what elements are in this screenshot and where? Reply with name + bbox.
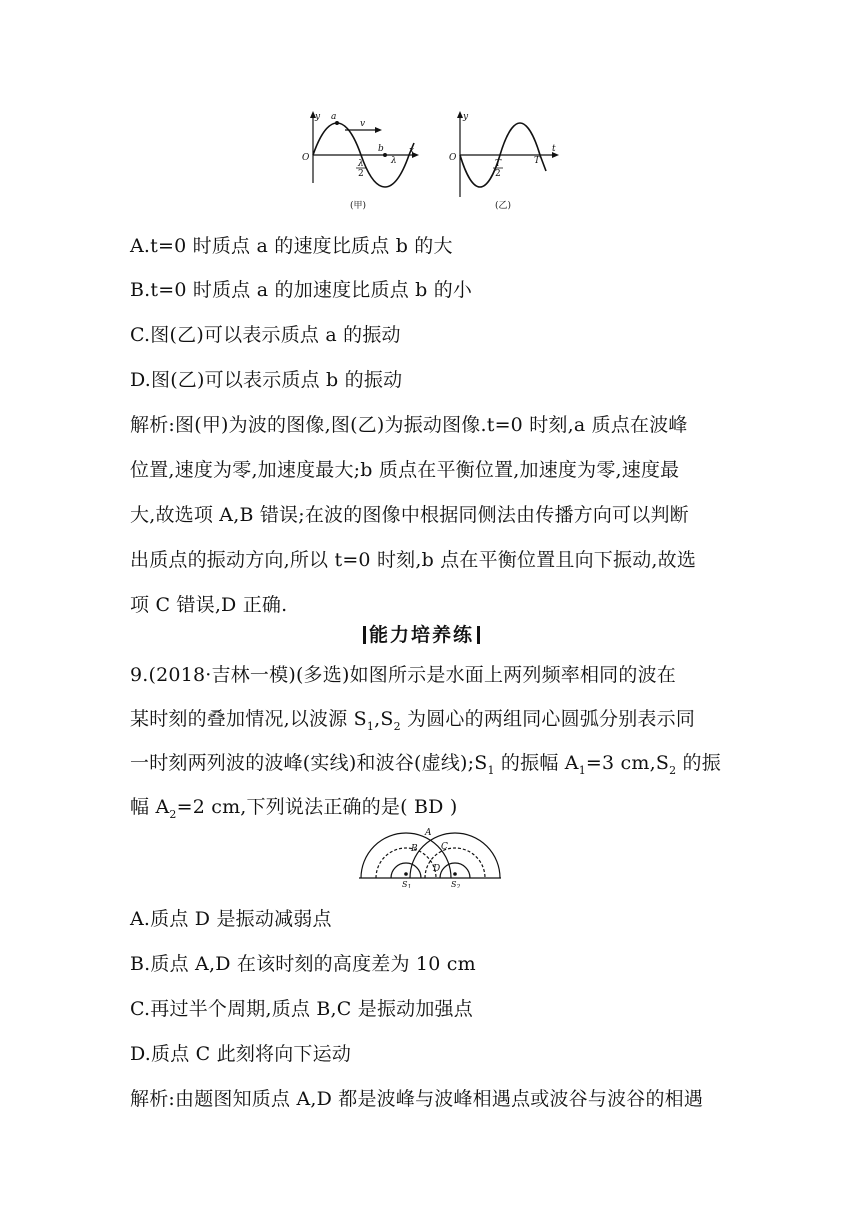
point-D-label: D [433, 864, 441, 874]
q8-analysis-line-1: 解析:图(甲)为波的图像,图(乙)为振动图像.t=0 时刻,a 质点在波峰 [130, 414, 688, 436]
source-S1-label: $S_1$ [402, 880, 412, 888]
t-axis-label: t [552, 144, 556, 154]
q8-analysis-line-5: 项 C 错误,D 正确. [130, 594, 288, 616]
point-A-label: A [425, 828, 432, 838]
q8-option-c: C.图(乙)可以表示质点 a 的振动 [130, 324, 401, 346]
wave-graph-jia [302, 111, 419, 211]
interference-figure [355, 826, 505, 888]
half-period-num: T [495, 159, 502, 169]
q8-analysis-line-3: 大,故选项 A,B 错误;在波的图像中根据同侧法由传播方向可以判断 [130, 504, 689, 526]
vibration-graph-yi [449, 111, 559, 211]
q9-option-d: D.质点 C 此刻将向下运动 [130, 1043, 352, 1065]
point-B-label: B [411, 844, 418, 854]
x-axis-label: x [409, 146, 415, 156]
q9-option-a: A.质点 D 是振动减弱点 [130, 908, 332, 930]
lambda-label: λ [391, 156, 397, 166]
point-b-label: b [378, 144, 384, 154]
q8-option-d: D.图(乙)可以表示质点 b 的振动 [130, 369, 403, 391]
q8-analysis-line-2: 位置,速度为零,加速度最大;b 质点在平衡位置,加速度为零,速度最 [130, 459, 680, 481]
point-C-label: C [441, 842, 448, 852]
point-a-label: a [331, 112, 337, 122]
q9-option-c: C.再过半个周期,质点 B,C 是振动加强点 [130, 998, 473, 1020]
origin-label-2: O [449, 153, 457, 163]
caption-yi: (乙) [495, 201, 512, 211]
y-axis-label: y [315, 112, 321, 122]
caption-jia: (甲) [350, 201, 367, 211]
y-axis-label-2: y [463, 112, 469, 122]
q8-option-b: B.t=0 时质点 a 的加速度比质点 b 的小 [130, 279, 473, 301]
q8-option-a: A.t=0 时质点 a 的速度比质点 b 的大 [130, 235, 453, 257]
q9-stem-line-3: 一时刻两列波的波峰(实线)和波谷(虚线)$;S_1$ 的振幅 $A_1=3$ $cm,S_2$ 的振 [130, 752, 721, 777]
period-label: T [534, 156, 541, 166]
q9-stem-line-1: 9.(2018·吉林一模)(多选)如图所示是水面上两列频率相同的波在 [130, 664, 676, 686]
q9-stem-line-4: 幅 $A_2=2$ cm,下列说法正确的是( BD ) [130, 796, 458, 821]
source-S2-label: $S_2$ [451, 880, 461, 888]
q9-answer: BD [413, 796, 444, 818]
q9-option-b: B.质点 A,D 在该时刻的高度差为 10 cm [130, 953, 476, 975]
origin-label: O [302, 153, 310, 163]
section-heading: 能力培养练 [360, 620, 483, 647]
q8-analysis-line-4: 出质点的振动方向,所以 t=0 时刻,b 点在平衡位置且向下振动,故选 [130, 549, 697, 571]
q9-analysis-line-1: 解析:由题图知质点 A,D 都是波峰与波峰相遇点或波谷与波谷的相遇 [130, 1088, 704, 1110]
wave-figure [290, 105, 570, 215]
q9-stem-line-2: 某时刻的叠加情况,以波源 $S_1,S_2$ 为圆心的两组同心圆弧分别表示同 [130, 708, 696, 733]
half-period-den: 2 [495, 169, 501, 179]
half-lambda-num: λ [358, 159, 364, 169]
half-lambda-den: 2 [358, 169, 364, 179]
velocity-label: v [360, 119, 366, 129]
